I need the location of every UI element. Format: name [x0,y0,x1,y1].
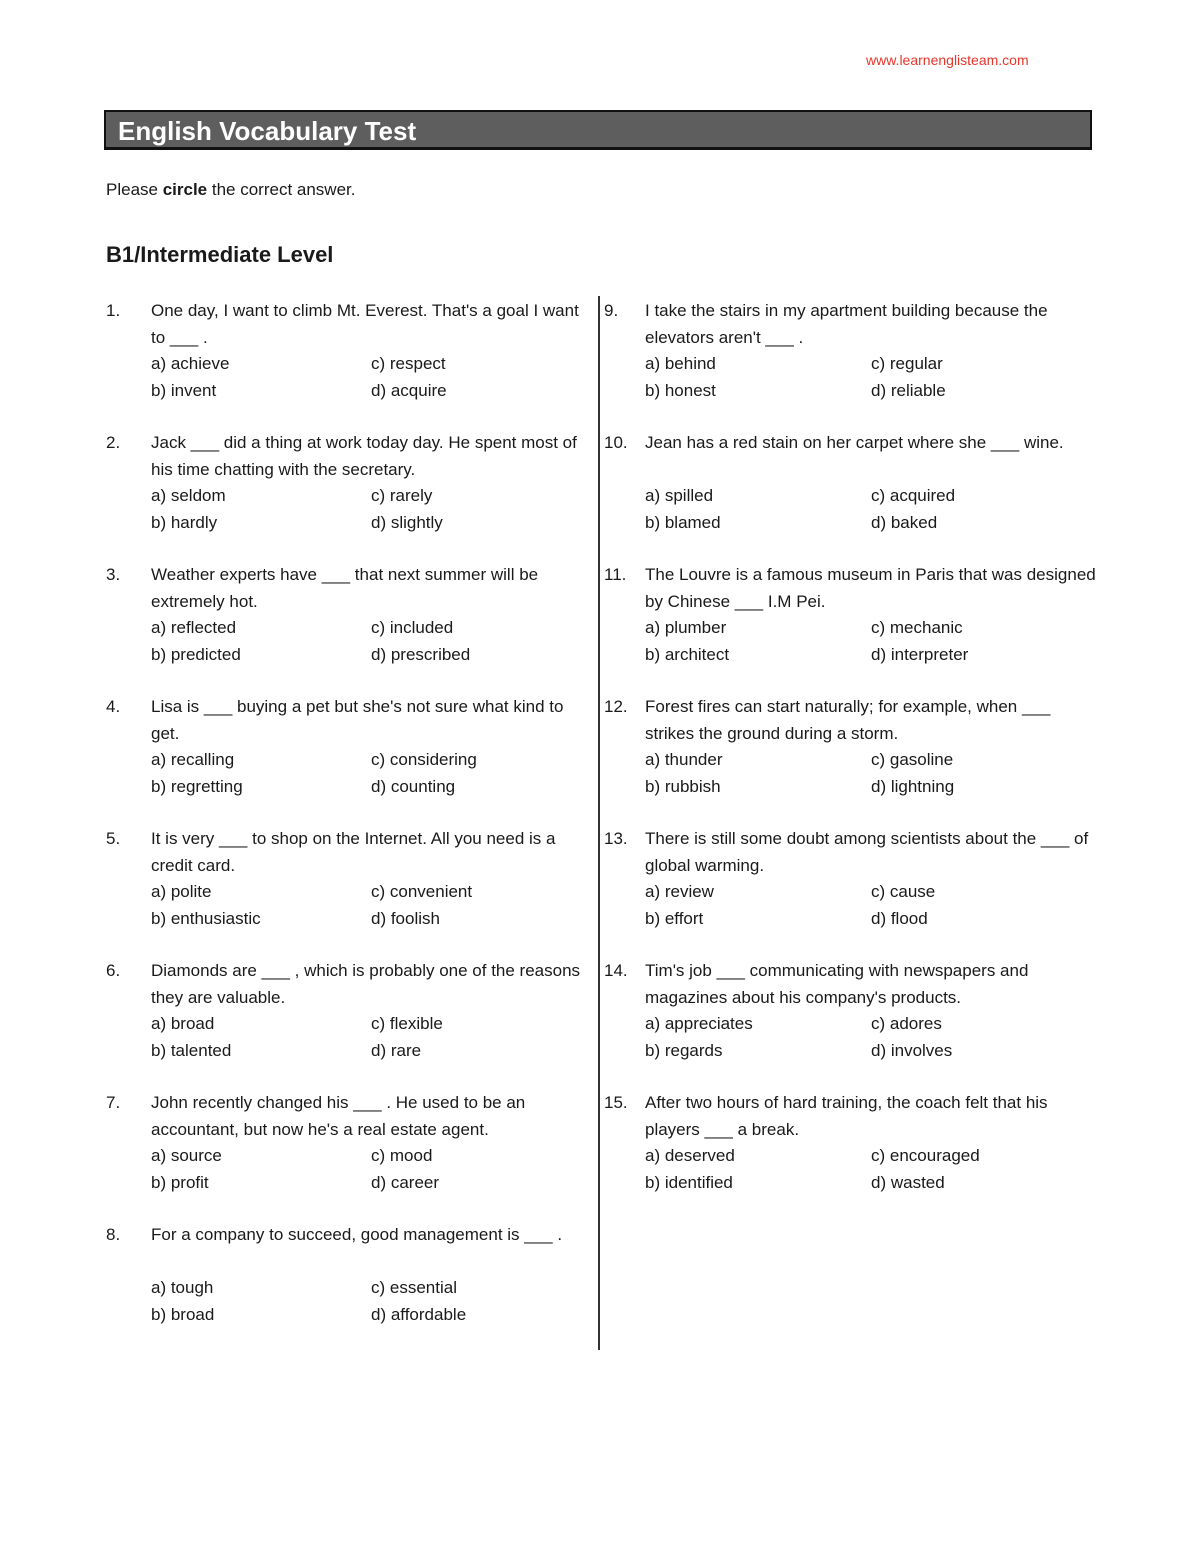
answer-options [151,879,591,932]
option-d[interactable]: d) involves [871,1040,953,1060]
question-text: One day, I want to climb Mt. Everest. That's a goal I want to ___ . [151,301,579,347]
question [106,826,588,958]
question [106,298,588,430]
question-text: I take the stairs in my apartment building because the elevators aren't ___ . [645,301,1048,347]
question-number: 3. [106,565,121,584]
option-c[interactable]: c) mechanic [871,618,963,637]
option-d[interactable]: d) baked [871,512,938,532]
option-d[interactable]: d) career [371,1172,440,1192]
question-number: 13. [604,829,628,848]
question-text: For a company to succeed, good management is ___ . [151,1225,563,1244]
question [604,1090,1094,1222]
question-text: Jean has a red stain on her carpet where she ___ wine. [645,433,1064,452]
question-text: Forest fires can start naturally; for example, when ___ strikes the ground during a storm. [645,697,1051,743]
option-a[interactable]: a) behind [645,354,716,373]
option-a[interactable]: a) plumber [645,618,727,637]
right-column [604,298,1094,1222]
question-number: 11. [604,565,627,584]
question-number: 1. [106,301,121,320]
question [604,694,1094,826]
answer-options [645,483,1097,536]
question-number: 10. [604,433,628,452]
option-c[interactable]: c) respect [371,354,446,373]
page-title: English Vocabulary Test [118,116,417,146]
option-d[interactable]: d) lightning [871,776,955,796]
option-b[interactable]: b) predicted [151,644,241,664]
option-a[interactable]: a) tough [151,1278,214,1297]
option-a[interactable]: a) review [645,882,714,901]
question-number: 6. [106,961,121,980]
question-text: Diamonds are ___ , which is probably one of the reasons they are valuable. [151,961,581,1007]
option-b[interactable]: b) identified [645,1172,733,1192]
option-b[interactable]: b) honest [645,380,716,400]
option-b[interactable]: b) blamed [645,512,721,532]
option-b[interactable]: b) hardly [151,512,218,532]
option-d[interactable]: d) foolish [371,908,440,928]
answer-options [151,1275,591,1328]
left-column [106,298,588,1354]
option-c[interactable]: c) adores [871,1014,942,1033]
option-b[interactable]: b) invent [151,380,217,400]
answer-options [645,615,1097,668]
question-text: It is very ___ to shop on the Internet. All you need is a credit card. [151,829,556,875]
answer-options [151,1011,591,1064]
question-text: Lisa is ___ buying a pet but she's not sure what kind to get. [151,697,564,743]
option-c[interactable]: c) mood [371,1146,433,1165]
option-a[interactable]: a) achieve [151,354,230,373]
option-a[interactable]: a) polite [151,882,212,901]
question-number: 12. [604,697,628,716]
option-c[interactable]: c) considering [371,750,477,769]
option-a[interactable]: a) source [151,1146,222,1165]
option-b[interactable]: b) effort [645,908,704,928]
option-c[interactable]: c) cause [871,882,936,901]
question-number: 5. [106,829,121,848]
question-number: 9. [604,301,619,320]
option-b[interactable]: b) architect [645,644,730,664]
instructions-after: the correct answer. [207,180,356,199]
question-number: 15. [604,1093,628,1112]
question [604,562,1094,694]
answer-options [645,879,1097,932]
instructions-bold: circle [162,180,208,199]
option-b[interactable]: b) talented [151,1040,232,1060]
question-number: 2. [106,433,121,452]
answer-options [645,747,1097,800]
answer-options [151,747,591,800]
option-a[interactable]: a) recalling [151,750,235,769]
question-text: There is still some doubt among scientists about the ___ of global warming. [645,829,1089,875]
question [106,562,588,694]
instructions [106,180,355,200]
option-c[interactable]: c) convenient [371,882,473,901]
question [106,1090,588,1222]
option-c[interactable]: c) encouraged [871,1146,980,1165]
question-number: 7. [106,1093,121,1112]
option-c[interactable]: c) rarely [371,486,433,505]
column-divider [598,296,600,1350]
question [604,826,1094,958]
question-number: 4. [106,697,121,716]
option-b[interactable]: b) broad [151,1304,215,1324]
question-text: Weather experts have ___ that next summer will be extremely hot. [151,565,539,611]
question [106,430,588,562]
option-a[interactable]: a) broad [151,1014,215,1033]
title-bar [104,110,1092,150]
option-b[interactable]: b) regretting [151,776,243,796]
question-text: John recently changed his ___ . He used to be an accountant, but now he's a real estate agent. [151,1093,526,1139]
question [604,298,1094,430]
option-b[interactable]: b) profit [151,1172,209,1192]
answer-options [151,351,591,404]
level-heading: B1/Intermediate Level [106,242,334,267]
instructions-before: Please [106,180,163,199]
option-c[interactable]: c) flexible [371,1014,443,1033]
question-number: 8. [106,1225,121,1244]
website-link[interactable]: www.learnenglisteam.com [866,52,1029,68]
answer-options [151,483,591,536]
question-text: The Louvre is a famous museum in Paris that was designed by Chinese ___ I.M Pei. [645,565,1096,611]
option-c[interactable]: c) included [371,618,454,637]
option-d[interactable]: d) flood [871,908,928,928]
option-d[interactable]: d) wasted [871,1172,945,1192]
option-d[interactable]: d) slightly [371,512,443,532]
option-d[interactable]: d) rare [371,1040,422,1060]
option-b[interactable]: b) enthusiastic [151,908,261,928]
question-number: 14. [604,961,628,980]
option-a[interactable]: a) appreciates [645,1014,753,1033]
answer-options [645,1011,1097,1064]
question [106,958,588,1090]
question [106,694,588,826]
option-d[interactable]: d) affordable [371,1304,467,1324]
question-text: Tim's job ___ communicating with newspapers and magazines about his company's products. [645,961,1029,1007]
option-a[interactable]: a) reflected [151,618,237,637]
question [106,1222,588,1354]
option-c[interactable]: c) essential [371,1278,457,1297]
answer-options [645,351,1097,404]
answer-options [645,1143,1097,1196]
option-d[interactable]: d) counting [371,776,456,796]
option-a[interactable]: a) deserved [645,1146,735,1165]
option-c[interactable]: c) acquired [871,486,956,505]
option-c[interactable]: c) gasoline [871,750,954,769]
option-d[interactable]: d) reliable [871,380,946,400]
question [604,958,1094,1090]
option-b[interactable]: b) regards [645,1040,723,1060]
option-d[interactable]: d) interpreter [871,644,969,664]
option-d[interactable]: d) acquire [371,380,447,400]
option-c[interactable]: c) regular [871,354,943,373]
answer-options [151,1143,591,1196]
question-text: After two hours of hard training, the coach felt that his players ___ a break. [645,1093,1048,1139]
question-text: Jack ___ did a thing at work today day. He spent most of his time chatting with the secretary. [151,433,577,479]
option-b[interactable]: b) rubbish [645,776,721,796]
option-d[interactable]: d) prescribed [371,644,471,664]
answer-options [151,615,591,668]
question [604,430,1094,562]
option-a[interactable]: a) thunder [645,750,723,769]
option-a[interactable]: a) spilled [645,486,714,505]
option-a[interactable]: a) seldom [151,486,226,505]
